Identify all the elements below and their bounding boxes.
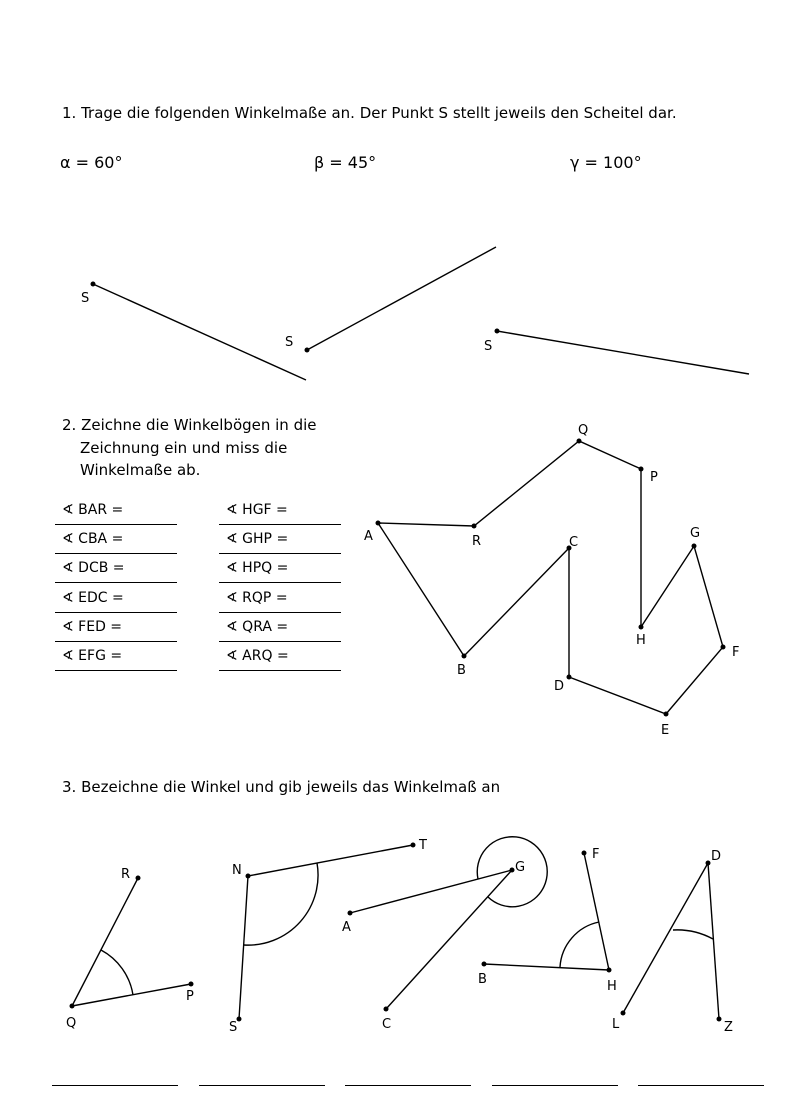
- point-label: H: [607, 979, 617, 994]
- polygon-figure: [378, 441, 723, 714]
- ray-gc: [386, 870, 512, 1009]
- point-label: R: [472, 534, 482, 549]
- task3-title: 3. Bezeichne die Winkel und gib jeweils das Winkelmaß an: [62, 778, 501, 796]
- point-label: Z: [724, 1020, 733, 1035]
- angle-edc-label: ∢ EDC =: [62, 590, 124, 606]
- point-label: E: [661, 723, 670, 738]
- point-label: A: [342, 920, 351, 935]
- ray-ns: [239, 876, 248, 1019]
- point-label: F: [592, 847, 600, 862]
- point-label: D: [554, 679, 565, 694]
- gamma-label: γ = 100°: [570, 153, 642, 172]
- task1-title: 1. Trage die folgenden Winkelmaße an. Der Punkt S stellt jeweils den Scheitel dar.: [62, 104, 677, 122]
- task2-title-line1: 2. Zeichne die Winkelbögen in die: [62, 416, 317, 434]
- point-label: S: [229, 1020, 238, 1035]
- angle-dcb-label: ∢ DCB =: [62, 560, 125, 576]
- point-label: R: [121, 867, 131, 882]
- ray-dz: [708, 863, 719, 1019]
- ray-dl: [623, 863, 708, 1013]
- angle-rqp-label: ∢ RQP =: [226, 590, 288, 606]
- angle-efg-label: ∢ EFG =: [62, 648, 123, 664]
- point-label: F: [732, 645, 740, 660]
- angle-bar-label: ∢ BAR =: [62, 502, 124, 518]
- angle-hgf-label: ∢ HGF =: [226, 502, 288, 518]
- angle-ghp-label: ∢ GHP =: [226, 531, 289, 547]
- angle-cba-label: ∢ CBA =: [62, 531, 124, 547]
- point-label: N: [232, 863, 242, 878]
- ray-qr: [72, 878, 138, 1006]
- ray-alpha: [93, 284, 306, 380]
- ray-gamma: [497, 331, 749, 374]
- angle-hpq-label: ∢ HPQ =: [226, 560, 289, 576]
- point-label: P: [650, 470, 658, 485]
- ray-ga: [350, 870, 512, 913]
- ray-beta: [307, 247, 496, 350]
- angle-arc: [673, 930, 713, 939]
- point-label: G: [515, 860, 526, 875]
- point-label: B: [457, 663, 466, 678]
- point-label: C: [382, 1017, 392, 1032]
- task2-title-line3: Winkelmaße ab.: [80, 461, 201, 479]
- point-label: D: [711, 849, 722, 864]
- point-label: L: [612, 1017, 620, 1032]
- ray-nt: [248, 845, 413, 876]
- point-label: C: [569, 535, 579, 550]
- angle-arc: [101, 950, 133, 995]
- angle-arq-label: ∢ ARQ =: [226, 648, 289, 664]
- point-label: T: [419, 838, 427, 853]
- point-label: P: [186, 989, 194, 1004]
- alpha-label: α = 60°: [60, 153, 123, 172]
- point-label: S: [285, 335, 294, 350]
- point-label: Q: [578, 423, 589, 438]
- point-label: S: [484, 339, 493, 354]
- angle-arc: [560, 922, 599, 967]
- angle-fed-label: ∢ FED =: [62, 619, 123, 635]
- point-label: G: [690, 526, 701, 541]
- point-label: A: [364, 529, 373, 544]
- beta-label: β = 45°: [314, 153, 377, 172]
- ray-hf: [584, 853, 609, 970]
- ray-hb: [484, 964, 609, 970]
- point-label: H: [636, 633, 646, 648]
- point-label: B: [478, 972, 487, 987]
- point-label: Q: [66, 1016, 77, 1031]
- angle-qra-label: ∢ QRA =: [226, 619, 289, 635]
- point-label: S: [81, 291, 90, 306]
- task2-title-line2: Zeichnung ein und miss die: [80, 439, 288, 457]
